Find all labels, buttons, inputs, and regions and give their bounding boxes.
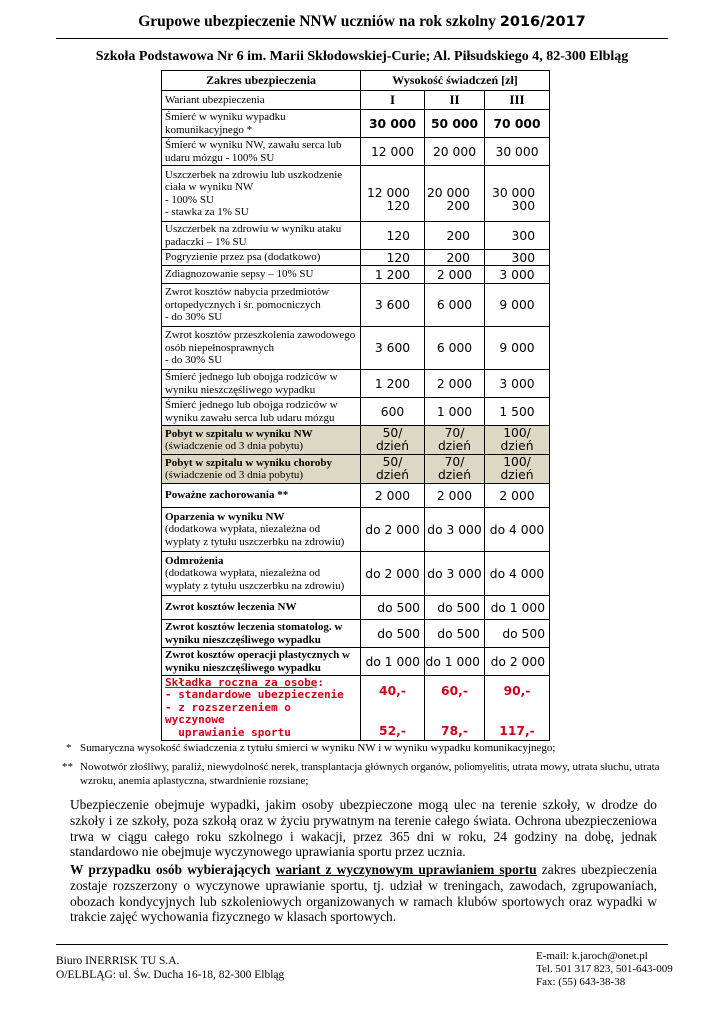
table-row	[162, 398, 550, 426]
value-ii: 1 000	[425, 398, 485, 426]
value-iii: 1 500	[485, 398, 550, 426]
value-i: 3 600	[361, 284, 425, 327]
value-iii: 300	[485, 250, 550, 266]
value-ii: 200	[425, 250, 485, 266]
coverage-table	[161, 70, 550, 741]
value-iii: 300	[485, 222, 550, 250]
value-iii: 3 000	[485, 370, 550, 398]
row-label: Zwrot kosztów operacji plastycznych w wyniku nieszczęśliwego wypadku	[162, 648, 361, 676]
table-row	[162, 327, 550, 370]
variant-iii: III	[485, 91, 550, 110]
row-label: Śmierć jednego lub obojga rodziców w wyniku zawału serca lub udaru mózgu	[162, 398, 361, 426]
value-ii: 50 000	[425, 110, 485, 138]
value-iii: do 1 000	[485, 596, 550, 620]
value-iii: 70 000	[485, 110, 550, 138]
premium-ii: 60,- 78,-	[425, 676, 485, 741]
table-row	[162, 370, 550, 398]
row-label: Uszczerbek na zdrowiu w wyniku ataku padaczki – 1% SU	[162, 222, 361, 250]
value-ii: 20 000 200	[425, 166, 485, 222]
value-i: do 1 000	[361, 648, 425, 676]
value-iii: do 500	[485, 620, 550, 648]
document-title	[0, 13, 724, 31]
table-row	[162, 250, 550, 266]
row-label: Zwrot kosztów przeszkolenia zawodowego osób niepełnosprawnych - do 30% SU	[162, 327, 361, 370]
value-i: 120	[361, 250, 425, 266]
contact-info: E-mail: k.jaroch@onet.pl Tel. 501 317 823, 501-643-009 Fax: (55) 643-38-38	[536, 950, 673, 988]
row-label: Zwrot kosztów leczenia stomatolog. w wyniku nieszczęśliwego wypadku	[162, 620, 361, 648]
value-ii: 6 000	[425, 284, 485, 327]
footer-rule	[56, 944, 668, 945]
col-amount-header: Wysokość świadczeń [zł]	[361, 71, 550, 91]
value-ii: 2 000	[425, 370, 485, 398]
value-i: do 2 000	[361, 552, 425, 596]
school-year: 2016/2017	[499, 14, 586, 30]
value-ii: do 1 000	[425, 648, 485, 676]
value-ii: 200	[425, 222, 485, 250]
table-row	[162, 222, 550, 250]
premium-i: 40,- 52,-	[361, 676, 425, 741]
value-ii: do 500	[425, 620, 485, 648]
value-iii: 100/ dzień	[485, 455, 550, 484]
footnote-2: ** Nowotwór złośliwy, paraliż, niewydolność nerek, transplantacja głównych organów, poliomyelitis, utrata mowy, utrata słuchu, utrata wzroku, anemia aplastyczna, stwardnienie rozsiane;	[62, 761, 660, 787]
value-i: 12 000	[361, 138, 425, 166]
row-label: Pogryzienie przez psa (dodatkowo)	[162, 250, 361, 266]
value-iii: 9 000	[485, 284, 550, 327]
value-i: 2 000	[361, 484, 425, 508]
premium-row	[162, 676, 550, 741]
table-row	[162, 455, 550, 484]
value-ii: do 500	[425, 596, 485, 620]
row-label: Pobyt w szpitalu w wyniku choroby (świadczenie od 3 dnia pobytu)	[162, 455, 361, 484]
value-i: 12 000 120	[361, 166, 425, 222]
variant-i: I	[361, 91, 425, 110]
table-row	[162, 110, 550, 138]
table-row	[162, 508, 550, 552]
school-name: Szkoła Podstawowa Nr 6 im. Marii Skłodowskiej-Curie; Al. Piłsudskiego 4, 82-300 Elbląg	[95, 49, 629, 64]
row-label: Odmrożenia (dodatkowa wypłata, niezależna od wypłaty z tytułu uszczerbku na zdrowiu)	[162, 552, 361, 596]
row-label: Zdiagnozowanie sepsy – 10% SU	[162, 266, 361, 284]
table-row	[162, 484, 550, 508]
value-iii: 2 000	[485, 484, 550, 508]
table-row	[162, 284, 550, 327]
value-iii: do 4 000	[485, 552, 550, 596]
row-label: Zwrot kosztów nabycia przedmiotów ortopedycznych i śr. pomocniczych - do 30% SU	[162, 284, 361, 327]
variant-ii: II	[425, 91, 485, 110]
value-iii: do 2 000	[485, 648, 550, 676]
value-ii: 20 000	[425, 138, 485, 166]
value-iii: 100/ dzień	[485, 426, 550, 455]
office-address: Biuro INERRISK TU S.A. O/ELBLĄG: ul. Św. Ducha 16-18, 82-300 Elbląg	[56, 955, 285, 981]
table-row	[162, 620, 550, 648]
value-iii: 3 000	[485, 266, 550, 284]
row-label: Uszczerbek na zdrowiu lub uszkodzenie ciała w wyniku NW - 100% SU - stawka za 1% SU	[162, 166, 361, 222]
row-label: Poważne zachorowania **	[162, 484, 361, 508]
row-label: Oparzenia w wyniku NW (dodatkowa wypłata, niezależna od wypłaty z tytułu uszczerbku na zdrowiu)	[162, 508, 361, 552]
value-i: 600	[361, 398, 425, 426]
value-ii: 70/ dzień	[425, 426, 485, 455]
value-i: 1 200	[361, 266, 425, 284]
value-i: do 2 000	[361, 508, 425, 552]
value-iii: do 4 000	[485, 508, 550, 552]
table-row	[162, 166, 550, 222]
value-iii: 30 000 300	[485, 166, 550, 222]
premium-title: Składka roczna za osobę	[165, 676, 318, 689]
sport-paragraph: W przypadku osób wybierających wariant z wyczynowym uprawianiem sportu zakres ubezpieczenia zostaje rozszerzony o wyczynowe uprawianie sportu, tj. udział w treningach, zawodach, zgrupowaniach, obozach kondycyjnych lub szkoleniowych organizowanych w ramach klubów sportowych oraz wypadki w trakcie zajęć wychowania fizycznego w klasach sportowych.	[70, 862, 657, 925]
value-ii: 2 000	[425, 266, 485, 284]
table-row	[162, 266, 550, 284]
table-header-row	[162, 71, 550, 91]
table-row	[162, 426, 550, 455]
row-label: Śmierć w wyniku NW, zawału serca lub udaru mózgu - 100% SU	[162, 138, 361, 166]
row-label: Zwrot kosztów leczenia NW	[162, 596, 361, 620]
variant-row	[162, 91, 550, 110]
value-i: 120	[361, 222, 425, 250]
value-i: do 500	[361, 620, 425, 648]
table-row	[162, 138, 550, 166]
value-ii: 2 000	[425, 484, 485, 508]
value-i: 50/ dzień	[361, 426, 425, 455]
value-iii: 9 000	[485, 327, 550, 370]
value-i: 30 000	[361, 110, 425, 138]
header-rule	[56, 38, 668, 39]
footnote-1: * Sumaryczna wysokość świadczenia z tytułu śmierci w wyniku NW i w wyniku wypadku komunikacyjnego;	[66, 742, 556, 754]
table-row	[162, 596, 550, 620]
title-text: Grupowe ubezpieczenie NNW uczniów na rok szkolny	[138, 13, 500, 30]
premium-iii: 90,- 117,-	[485, 676, 550, 741]
row-label: Pobyt w szpitalu w wyniku NW (świadczenie od 3 dnia pobytu)	[162, 426, 361, 455]
value-iii: 30 000	[485, 138, 550, 166]
value-i: 50/ dzień	[361, 455, 425, 484]
row-label: Śmierć jednego lub obojga rodziców w wyniku nieszczęśliwego wypadku	[162, 370, 361, 398]
premium-label: Składka roczna za osobę: - standardowe ubezpieczenie - z rozszerzeniem o wyczynowe uprawianie sportu	[162, 676, 361, 741]
value-ii: do 3 000	[425, 552, 485, 596]
value-ii: 70/ dzień	[425, 455, 485, 484]
value-i: do 500	[361, 596, 425, 620]
value-i: 3 600	[361, 327, 425, 370]
value-ii: do 3 000	[425, 508, 485, 552]
variant-label: Wariant ubezpieczenia	[162, 91, 361, 110]
value-ii: 6 000	[425, 327, 485, 370]
value-i: 1 200	[361, 370, 425, 398]
table-row	[162, 648, 550, 676]
row-label: Śmierć w wyniku wypadku komunikacyjnego *	[162, 110, 361, 138]
col-scope-header: Zakres ubezpieczenia	[162, 71, 361, 91]
coverage-paragraph: Ubezpieczenie obejmuje wypadki, jakim osoby ubezpieczone mogą ulec na terenie szkoły, w drodze do szkoły i ze szkoły, poza szkołą oraz w życiu prywatnym na terenie całego świata. Ochrona ubezpieczeniowa trwa w ciągu całego roku szkolnego i wakacji, przez 365 dni w roku, 24 godziny na dobę, jednak standardowo nie obejmuje wyczynowego uprawiania sportu przez ucznia.	[70, 797, 657, 860]
table-row	[162, 552, 550, 596]
